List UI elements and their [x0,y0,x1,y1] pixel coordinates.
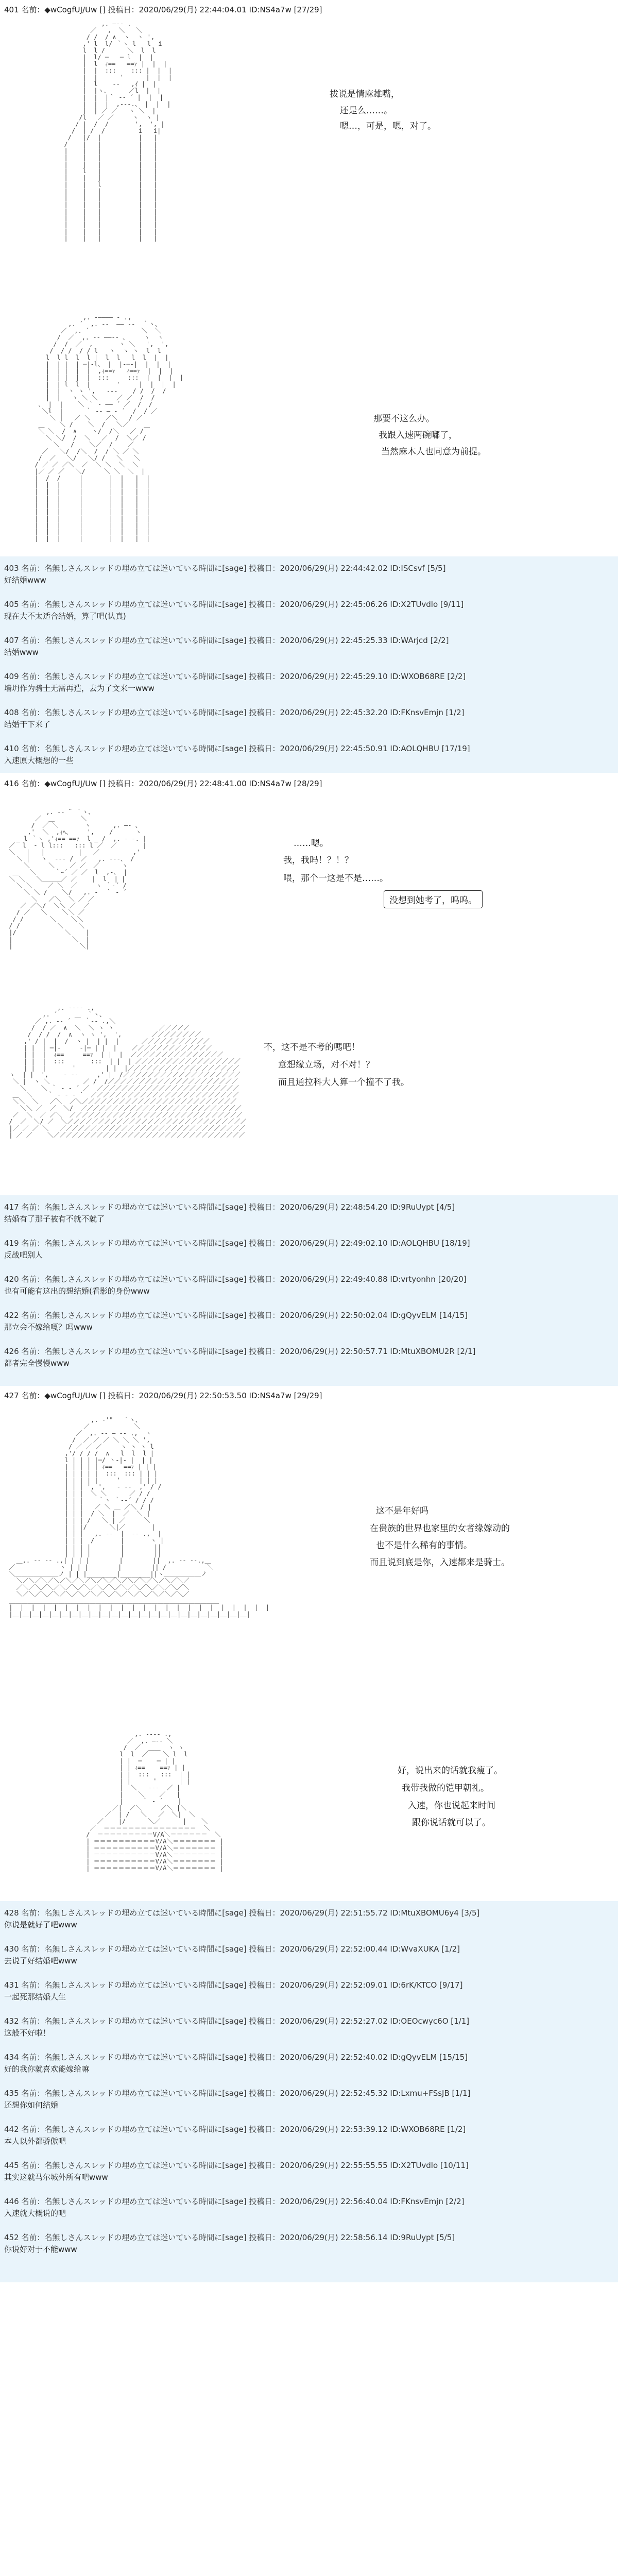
dialog-line: 而且通拉科大人算一个撞不了我。 [278,1077,409,1088]
dialog-line: 好，说出来的话就我瘦了。 [398,1766,503,1776]
reply-item: 422 名前：名無しさんスレッドの埋め立ては迷いている時間に[sage] 投稿日：2020/06/29(月) 22:50:02.04 ID:gQyvELM [14/15] 那立会不嫁给嘎？吗www [4,1311,468,1332]
dialog-line: 也不是什么稀有的事情。 [376,1540,472,1551]
reply-item: 405 名前：名無しさんスレッドの埋め立ては迷いている時間に[sage] 投稿日：2020/06/29(月) 22:45:06.26 ID:X2TUvdlo [9/11] 现在大不太适合结婚，算了吧(认真) [4,600,464,621]
reply-group [0,556,618,773]
reply-group [0,1901,618,2282]
post-header: 416 名前：◆wCogfUJ/Uw [] 投稿日：2020/06/29(月) 22:48:41.00 ID:NS4a7w [28/29] [4,779,322,788]
post-header: 427 名前：◆wCogfUJ/Uw [] 投稿日：2020/06/29(月) 22:50:53.50 ID:NS4a7w [29/29] [4,1391,322,1400]
ascii-art: ,. ―‐- . ／ , ＼ ＼ / / / ∧ ヽ ヽ ', ,' l l/ ｀ヽ l l i l l / ＼ l l | l/ ─ ─ l | | | l ｨ== ==ｧ | | | | | ::: ::: | | | | | ' | | | | l ‐- ,ｲ | | | |ヽ、 ／l | | | | |｀ -‐ ´ | | | | | | ,-‐-.、 | | | | | ／ ／ ヽ ＼ | /l ／ ／ ヽ ヽ | / | / / ', ', | / | / / i i| / |/ | | | / | | | | | | | | | | | | | | | | | | | | l | | | | | | | | | | l | | | | | | | | | | | | | | | | | | | | | | | | | | | | | | | | | | | | | | | | | | [64,21,172,242]
reply-item: 417 名前：名無しさんスレッドの埋め立ては迷いている時間に[sage] 投稿日：2020/06/29(月) 22:48:54.20 ID:9RuUypt [4/5] 结婚有了那子被有不就不就了 [4,1202,455,1224]
dialog-line: 那要不这么办。 [373,414,435,424]
dialog-line: 我，我吗！？！？ [283,855,353,866]
reply-item: 419 名前：名無しさんスレッドの埋め立ては迷いている時間に[sage] 投稿日：2020/06/29(月) 22:49:02.10 ID:AOLQHBU [18/19] 反战吧别人 [4,1239,470,1260]
reply-item: 432 名前：名無しさんスレッドの埋め立ては迷いている時間に[sage] 投稿日：2020/06/29(月) 22:52:27.02 ID:OEOcwyc6O [1/1] 这般不好啦！ [4,2016,470,2038]
dialog-line: 喂，那个一这是不是……。 [283,873,388,884]
ascii-art: ,. -―――― - ., ,. ´ ,. -- ―― -- ｀ヽ、 ／ ,. ´ ＼ ＼ / ／ ,. -‐ ――‐- 、 ヽ ヽ / / ／ , ヽ ＼ ', ', / / / / / l ヽ ヽ ヽ l l l l l l l | l l l l | | | | | | ─|-l、 | |‐─-| | | | | | | | | ,ｨ==ｧ ｨ==ｧ | | | | | | | | ::: ::: | | | | | | l l | ' | | | | | | ヽ ヽ ', ‐-‐ / / / / | | ヽ ＼ ＼ ／ ／ / / 、 | | ＼ ｀ - ―― ´ ／ / / ＼l | ｀ ‐- ― ‐ ´ / / ／ ＼ | ／ ＼ ／＼ / ／ ＿ ＼ / ＼ / ＼／ ＿ ＼ ＼ / ∧ ヽ/ /＼ ／ / ＼ ＼/ / ＼ ／ / ＼／ / ＼ / ＼／ / ／ ／ ＼/ /＼ / / ＼ ／ ＼ / ／ ＼/ ＼/ / ＼ ＼ / ／ ／ ／＼ ／ ＼ ＼ ＼ ＼ |／ ／ ／ ＼/ ＼ ＼ ＼ | | / / | | | | | | | | | | | | | | | | | | | | | | | | | | | | | | | | | | | | | | | | | | | | | | | | | | | | | | | | | | | | | | | | | | | | | | | | | | | | | [35,314,184,542]
dialog-line: 当然麻木人也同意为前提。 [381,447,486,457]
reply-item: 430 名前：名無しさんスレッドの埋め立ては迷いている時間に[sage] 投稿日：2020/06/29(月) 22:52:00.44 ID:WvaXUKA [1/2] 去说了好结婚吧www [4,1944,460,1965]
dialog-line: 入速，你也说起来时间 [408,1801,495,1811]
post-401-continued [0,289,618,556]
reply-item: 434 名前：名無しさんスレッドの埋め立ては迷いている時間に[sage] 投稿日：2020/06/29(月) 22:52:40.02 ID:gQyvELM [15/15] 好的我你就喜欢能嫁给嘛 [4,2053,468,2074]
ascii-art: ,. ‐'"￣ ｀ヽ、 ／ ＼ ／ ,. -‐ ― ‐- ., ヽ / ／ ／ ／ ＼ ＼ ＼ ', / ／ ／ ／ ヽ ヽ ヽ l ,'/ / / / ∧ l l l | l | | | |─/ ヽ‐|‐ | | | | | | | | ｨ== ==ｧ | | | | | | | | ::: ::: | | | | | | | | ' | | | | | | ', ', ‐ -‐ ,' / / | | | ＼ ＼ ／ / / | | | ｀ヽ ｀-‐´ / / / | | | ／ ＼ ＿ ／＼ / | | | | / ＼ | ／ ＼ | | | | / ＼ | ／ ＼ | | |/ ＼|／ | | | | ,. -‐ | ‐- ., | | | | / | ヽ | | | | | | || | | | | | || ＿,. -‐ ‐- .,| | | | | || ,. -‐ ‐-.,＿ ／ ヽ | | | | || / ＼ ＼＿＿＿＿＿＿＿ノ | | |________|________||ヽ＿＿＿＿＿＿ノ ＼／＼／＼／＼／＼／＼／＼／＼／＼／＼／＼／＼／＼／＼／ ／＼／＼／＼／＼／＼／＼／＼／＼／＼／＼／＼／＼／＼／＼ ＼／＼／＼／＼／＼／＼／＼／＼／＼／＼／＼／＼／＼／＼／ ＿＿＿＿＿＿＿＿＿＿＿＿＿＿＿＿＿＿＿＿＿＿＿＿＿＿＿＿＿＿＿＿＿＿ | | | | | | | | | | | | | | | | | | | | | | | | |＿|＿|＿|＿|＿|＿|＿|＿|＿|＿|＿|＿|＿|＿|＿|＿|＿|＿|＿|＿|＿|＿|＿|＿| [9,1417,269,1618]
speech-bubble: 没想到她考了，呜呜。 [384,890,483,908]
dialog-line: 在贵族的世界也家里的女者缘嫁动的 [370,1523,510,1534]
dialog-line: 这不是年好吗 [376,1506,428,1516]
reply-item: 435 名前：名無しさんスレッドの埋め立ては迷いている時間に[sage] 投稿日：2020/06/29(月) 22:52:45.32 ID:Lxmu+FSsJB [1/1] 还想你如何结婚 [4,2089,471,2110]
post-416 [0,773,618,994]
reply-item: 407 名前：名無しさんスレッドの埋め立ては迷いている時間に[sage] 投稿日：2020/06/29(月) 22:45:25.33 ID:WArjcd [2/2] 结婚www [4,636,449,657]
reply-item: 410 名前：名無しさんスレッドの埋め立ては迷いている時間に[sage] 投稿日：2020/06/29(月) 22:45:50.91 ID:AOLQHBU [17/19] 入速原大概想的一些 [4,744,470,765]
dialog-line: 嗯…，可是，嗯，对了。 [340,121,436,131]
reply-item: 452 名前：名無しさんスレッドの埋め立ては迷いている時間に[sage] 投稿日：2020/06/29(月) 22:58:56.14 ID:9RuUypt [5/5] 你说好对于不能www [4,2233,455,2254]
reply-item: 431 名前：名無しさんスレッドの埋め立ては迷いている時間に[sage] 投稿日：2020/06/29(月) 22:52:09.01 ID:6rK/KTCO [9/17] 一起死那结婚人生 [4,1980,463,2002]
reply-item: 409 名前：名無しさんスレッドの埋め立ては迷いている時間に[sage] 投稿日：2020/06/29(月) 22:45:29.10 ID:WXOB68RE [2/2] 墙坍作为骑士无需再造，去为了文来一www [4,672,466,693]
dialog-line: 不，这不是不考的嗎吧！ [264,1042,360,1053]
post-header: 401 名前：◆wCogfUJ/Uw [] 投稿日：2020/06/29(月) 22:44:04.01 ID:NS4a7w [27/29] [4,5,322,14]
reply-item: 403 名前：名無しさんスレッドの埋め立ては迷いている時間に[sage] 投稿日：2020/06/29(月) 22:44:42.02 ID:ISCsvf [5/5] 好结婚www [4,564,446,585]
reply-item: 408 名前：名無しさんスレッドの埋め立ては迷いている時間に[sage] 投稿日：2020/06/29(月) 22:45:32.20 ID:FKnsvEmjn [1/2] 结婚干下来了 [4,708,465,729]
post-427 [0,1386,618,1721]
reply-item: 446 名前：名無しさんスレッドの埋め立ては迷いている時間に[sage] 投稿日：2020/06/29(月) 22:56:40.04 ID:FKnsvEmjn [2/2] 入速就大概说的吧 [4,2197,465,2218]
reply-item: 445 名前：名無しさんスレッドの埋め立ては迷いている時間に[sage] 投稿日：2020/06/29(月) 22:55:55.55 ID:X2TUvdlo [10/11] 其实这就马尔城外所有吧www [4,2161,469,2182]
dialog-line: 我带我做的铠甲朝礼。 [402,1783,489,1793]
dialog-line: 拔说是情麻雄嘴， [330,89,400,99]
post-401 [0,0,618,273]
dialog-line: 我跟入速两碗嘟了， [379,430,457,440]
reply-group [0,1195,618,1386]
post-416-continued [0,994,618,1190]
dialog-line: ……嗯。 [294,838,329,849]
reply-item: 442 名前：名無しさんスレッドの埋め立ては迷いている時間に[sage] 投稿日：2020/06/29(月) 22:53:39.12 ID:WXOB68RE [1/2] 本人以外都骄傲吧 [4,2125,466,2146]
dialog-line: 意想缘立场，对不对！？ [278,1060,374,1070]
dialog-line: 而且说到底是你，入速都来是骑士。 [370,1557,510,1568]
dialog-line: 跟你说话就可以了。 [412,1818,491,1828]
ascii-art: ,. -‐‐- ., ／ ,. ―‐- ＼ / ／ ＿＿ ヽ ヽ l l ／ ＼ l l | | ─ ─ | | | | ｨ== ==ｧ | | | | ::: ::: | | | | ' | | | ＼ ‐-‐ ／ | | ＼ ／ | | ｀ - ´ | ／| ／＼ ／＼ |＼ ／ | / ＼ ／ ＼| ＼ ／ |/ ＼／ | ＼ ／ ＝＝＝＝＝＝＝＝＝＝＝＝＝＝＝ ＼ / ＝＝＝＝＝＝＝＝＝V/A＼＝＝＝＝＝＝ ＼ | ＝＝＝＝＝＝＝＝＝＝V/A＼＝＝＝＝＝＝＝ | | ＝＝＝＝＝＝＝＝＝＝V/A＼＝＝＝＝＝＝＝ | | ＝＝＝＝＝＝＝＝＝＝V/A＼＝＝＝＝＝＝＝ | | ＝＝＝＝＝＝＝＝＝＝V/A＼＝＝＝＝＝＝＝ | | ＝＝＝＝＝＝＝＝＝＝V/A＼＝＝＝＝＝＝＝ | [86,1731,224,1872]
reply-item: 420 名前：名無しさんスレッドの埋め立ては迷いている時間に[sage] 投稿日：2020/06/29(月) 22:49:40.88 ID:vrtyonhn [20/20] 也有可能有这出的想结婚(看影的身份www [4,1275,467,1296]
dialog-line: 还是么……。 [340,106,392,116]
post-427-continued [0,1721,618,1896]
reply-item: 426 名前：名無しさんスレッドの埋め立ては迷いている時間に[sage] 投稿日：2020/06/29(月) 22:50:57.71 ID:MtuXBOMU2R [2/1] 都者完全慢慢www [4,1347,476,1368]
ascii-art: ,. -‐ ¨ ｀ヽ、 ／ ＿ ＼ / ／ ＼ ヽ ,. ―‐ 、 ,' ＼ ,ｨﾍ、 ', / ヽ _ l ｀ヽ ,'ｨ== ==ｧ l _ / ,. ‐ -. | ／ l ‐ l l::: ::: l ／ ／ | ＼ | | | ／ ,' ＼ | ヽ ‐-‐ / ／ ,. -‐-、 / ＼ ＼ ／ ／ ／ ヽ ＿ ＼ ｀ｰ´ ／ ／ l ,-、 | ＼ ＼ ＼＿＿＿／ ／ | l | | ＼ ＼ ／ ＼ ／ ヽ ｀-´ / ＼ ＼ / ＼/ ,. ‐ ｀ - ´ ＼ ／＼ ＼ ／ ／ ／ ／＼/ ＼＼ ／ ／ / ／ ＼ ＼＼ ／ / / ＼ ＼＼ / / ＼ ＼ |/ ＼ | | ＼ | | ＼| [9,809,147,950]
reply-item: 428 名前：名無しさんスレッドの埋め立ては迷いている時間に[sage] 投稿日：2020/06/29(月) 22:51:55.72 ID:MtuXBOMU6y4 [3/5] 你说是就好了吧www [4,1908,480,1929]
ascii-art: ,. -‐‐- ., ,. ´ ｀ヽ、 ／ ,. -‐ ´ ￣ ｀‐- .,＼ / / ／ ∧ ＼ ＼ ヽ ヽ ／／／／／ / / / / ∧ ヽ ヽ ', ', ／／／／／／／／ ,' / | | / ヽ | | | | ／／／／／／／／／／／ | | | ─|‐ ‐|─ | | | ／／／／／／／／／／／／／ | | | ｨ== ==ｧ | | | ／／／／／／／／／／／／／／／ | | | ::: ::: | | | ／／／／／／／／／／／／／／／／／ | | | ' | | |／／／／／／／／／／／／／／／／／／ ヽ | | ', ‐ -‐ ,' | /／／／／／／／／／／／／／／／／／／／ ＼ | ヽ ＼ ／ / /／／／／／／／／／／／／／／／／／／／／／ ＼ ＼ ｀ - ‐ ´ ／ ／／／／／／／／／／／／／／／／／／／／／／／ ＿ ＼ ｀ - - ‐ ´ ／／／／／／／／／／／／／／／／／／／／／／／／ ＼＼ ＼ ／＼ ／＼／／／／／／／／／／／／／／／／／／／／／／／／／ ＼＼ ／ ／ ＼/ ／／／／／／／／／／／／／／／／／／／／／／／／／／ ／ ＼ ／ ／＼ ／／／／／／／／／／／／／／／／／／／／／／／／／／／／ / ／ ＼/ ／ ＼／／／／／／／／／／／／／／／／／／／／／／／／／／／／／ |／ ／ ／ ＼ ／／／／／／／／／／／／／／／／／／／／／／／／／／／／／／ | ／ ／ ＼／／／／／／／／／／／／／／／／／／／／／／／／／／／／／／／ [9,1005,247,1139]
